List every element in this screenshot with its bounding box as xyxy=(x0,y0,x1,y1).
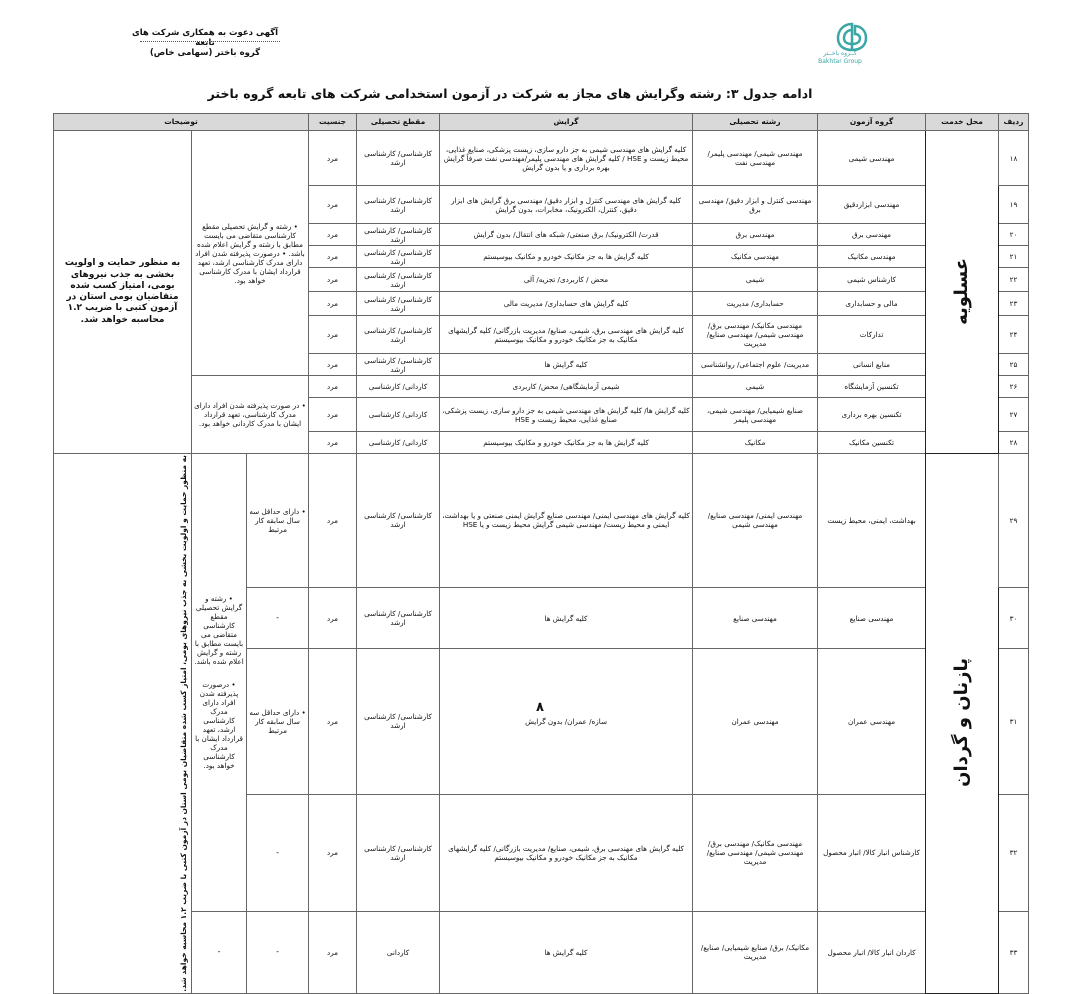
degree: کارشناسی/ کارشناسی ارشد xyxy=(357,186,440,224)
row-num: ۲۲ xyxy=(999,268,1029,292)
degree: کارشناسی/ کارشناسی ارشد xyxy=(357,224,440,246)
row-num: ۳۱ xyxy=(999,649,1029,794)
degree: کارشناسی/ کارشناسی ارشد xyxy=(357,587,440,648)
degree: کارشناسی/ کارشناسی ارشد xyxy=(357,292,440,316)
degree: کاردانی/ کارشناسی xyxy=(357,432,440,454)
col-header-specialization: گرایش xyxy=(440,114,693,131)
gender: مرد xyxy=(309,224,357,246)
specialization: کلیه گرایش های مهندسی برق، شیمی، صنایع/ مدیریت بازرگانی/ کلیه گرایشهای مکانیک به جز مکانیک خودرو و مکانیک بیوسیستم xyxy=(440,316,693,354)
gender: مرد xyxy=(309,398,357,432)
gender: مرد xyxy=(309,131,357,186)
table-row xyxy=(54,131,1029,186)
group-note: • رشته و گرایش تحصیلی مقطع کارشناسی متقاضی می بایست مطابق با رشته و گرایش اعلام شده باشد. • درصورت پذیرفته شدن افراد دارای مدرک کارشناسی ارشد، تعهد قرارداد ایشان با مدرک کارشناسی خواهد بود. xyxy=(192,131,309,376)
degree: کاردانی xyxy=(357,911,440,993)
specialization: کلیه گرایش ها/ کلیه گرایش های مهندسی شیمی به جز دارو سازی، زیست پزشکی، صنایع غذایی، محیط زیست و HSE xyxy=(440,398,693,432)
specialization: کلیه گرایش ها به جز مکانیک خودرو و مکانیک بیوسیستم xyxy=(440,432,693,454)
positions-table xyxy=(53,113,1029,994)
specialization: کلیه گرایش ها xyxy=(440,354,693,376)
major: مهندسی عمران xyxy=(693,649,818,794)
exam-group: کارشناس انبار کالا/ انبار محصول xyxy=(818,794,926,911)
location-label: عسلویه xyxy=(950,257,972,325)
degree: کارشناسی/ کارشناسی ارشد xyxy=(357,354,440,376)
gender: مرد xyxy=(309,268,357,292)
gender: مرد xyxy=(309,911,357,993)
gender: مرد xyxy=(309,649,357,794)
exam-group: تکنسین بهره برداری xyxy=(818,398,926,432)
major: مکانیک xyxy=(693,432,818,454)
gender: مرد xyxy=(309,354,357,376)
dash-cell: - xyxy=(247,587,309,648)
row-num: ۲۵ xyxy=(999,354,1029,376)
exam-group: مهندسی عمران xyxy=(818,649,926,794)
major: مهندسی مکانیک xyxy=(693,246,818,268)
col-header-location: محل خدمت xyxy=(926,114,999,131)
experience-note: • دارای حداقل سه سال سابقه کار مرتبط xyxy=(247,649,309,794)
location-cell xyxy=(926,454,999,994)
specialization: محض / کاربردی/ تجزیه/ آلی xyxy=(440,268,693,292)
specialization: کلیه گرایش های مهندسی برق، شیمی، صنایع/ مدیریت بازرگانی/ کلیه گرایشهای مکانیک به جز مکانیک خودرو و مکانیک بیوسیستم xyxy=(440,794,693,911)
specialization: شیمی آزمایشگاهی/ محض/ کاربردی xyxy=(440,376,693,398)
col-header-degree: مقطع تحصیلی xyxy=(357,114,440,131)
exam-group: مالی و حسابداری xyxy=(818,292,926,316)
degree: کارشناسی/ کارشناسی ارشد xyxy=(357,649,440,794)
major: مهندسی برق xyxy=(693,224,818,246)
exam-group: کاردان انبار کالا/ انبار محصول xyxy=(818,911,926,993)
col-header-major: رشته تحصیلی xyxy=(693,114,818,131)
major: شیمی xyxy=(693,268,818,292)
row-num: ۲۷ xyxy=(999,398,1029,432)
header-line-1: آگهی دعوت به همکاری شرکت های تابعه xyxy=(131,28,279,48)
gender: مرد xyxy=(309,316,357,354)
gender: مرد xyxy=(309,246,357,268)
row-num: ۲۰ xyxy=(999,224,1029,246)
dash-cell: - xyxy=(247,794,309,911)
table-row xyxy=(54,911,1029,993)
specialization: سازه/ عمران/ بدون گرایش xyxy=(440,649,693,794)
row-num: ۱۸ xyxy=(999,131,1029,186)
location-cell xyxy=(926,131,999,454)
section-note-a: • رشته و گرایش تحصیلی مقطع کارشناسی متقاضی می بایست مطابق با رشته و گرایش اعلام شده باشد. xyxy=(194,594,244,667)
page-title: ادامه جدول ۳: رشته وگرایش های مجاز به شرکت در آزمون استخدامی شرکت های تابعه گروه باختر xyxy=(207,86,813,101)
degree: کاردانی/ کارشناسی xyxy=(357,398,440,432)
table-row xyxy=(54,376,1029,398)
row-num: ۳۳ xyxy=(999,911,1029,993)
degree: کارشناسی/ کارشناسی ارشد xyxy=(357,268,440,292)
row-num: ۲۴ xyxy=(999,316,1029,354)
dash-cell: - xyxy=(192,911,247,993)
table-header-row xyxy=(54,114,1029,131)
row-num: ۲۹ xyxy=(999,454,1029,588)
major: صنایع شیمیایی/ مهندسی شیمی، مهندسی پلیمر xyxy=(693,398,818,432)
location-label: پازنان و گردان xyxy=(950,657,972,787)
col-header-exam-group: گروه آزمون xyxy=(818,114,926,131)
major: مهندسی مکانیک/ مهندسی برق/ مهندسی شیمی/ مهندسی صنایع/ مدیریت xyxy=(693,316,818,354)
table-row xyxy=(54,454,1029,588)
header-line-2: گروه باختر (سهامی خاص) xyxy=(149,48,261,58)
page-number: ۸ xyxy=(536,700,544,715)
specialization: قدرت/ الکترونیک/ برق صنعتی/ شبکه های انتقال/ بدون گرایش xyxy=(440,224,693,246)
major: مهندسی شیمی/ مهندسی پلیمر/ مهندسی نفت xyxy=(693,131,818,186)
specialization: کلیه گرایش ها xyxy=(440,587,693,648)
degree: کارشناسی/ کارشناسی ارشد xyxy=(357,316,440,354)
degree: کارشناسی/ کارشناسی ارشد xyxy=(357,246,440,268)
vertical-note: به منظور حمایت و اولویت بخشی به جذب نیروهای بومی، امتیاز کسب شده متقاضیان بومی استان در آزمون کتبی با ضریب ۱.۲ محاسبه خواهد شد. xyxy=(178,455,188,992)
row-num: ۲۳ xyxy=(999,292,1029,316)
specialization: کلیه گرایش های مهندسی کنترل و ابزار دقیق/ مهندسی برق گرایش های ابزار دقیق، کنترل، الکترونیک، مخابرات، بدون گرایش xyxy=(440,186,693,224)
col-header-notes: توضیحات xyxy=(54,114,309,131)
exam-group: مهندسی مکانیک xyxy=(818,246,926,268)
specialization: کلیه گرایش های مهندسی ایمنی/ مهندسی صنایع گرایش ایمنی صنعتی و یا بهداشت، ایمنی و محیط زیست/ مهندسی شیمی گرایش محیط زیست و یا HSE xyxy=(440,454,693,588)
exam-group: مهندسی شیمی xyxy=(818,131,926,186)
gender: مرد xyxy=(309,186,357,224)
gender: مرد xyxy=(309,454,357,588)
row-num: ۳۲ xyxy=(999,794,1029,911)
group-note: • در صورت پذیرفته شدن افراد دارای مدرک کارشناسی، تعهد قرارداد ایشان با مدرک کاردانی خواهد بود. xyxy=(192,376,309,454)
major: مهندسی کنترل و ابزار دقیق/ مهندسی برق xyxy=(693,186,818,224)
row-num: ۳۰ xyxy=(999,587,1029,648)
exam-group: مهندسی برق xyxy=(818,224,926,246)
degree: کاردانی/ کارشناسی xyxy=(357,376,440,398)
specialization: کلیه گرایش ها xyxy=(440,911,693,993)
major: مدیریت/ علوم اجتماعی/ روانشناسی xyxy=(693,354,818,376)
exam-group: منابع انسانی xyxy=(818,354,926,376)
exam-group: تکنسین مکانیک xyxy=(818,432,926,454)
major: مکانیک/ برق/ صنایع شیمیایی/ صنایع/ مدیریت xyxy=(693,911,818,993)
degree: کارشناسی/ کارشناسی ارشد xyxy=(357,794,440,911)
major: شیمی xyxy=(693,376,818,398)
gender: مرد xyxy=(309,587,357,648)
exam-group: تکنسین آزمایشگاه xyxy=(818,376,926,398)
exam-group: بهداشت، ایمنی، محیط زیست xyxy=(818,454,926,588)
experience-note: • دارای حداقل سه سال سابقه کار مرتبط xyxy=(247,454,309,588)
exam-group: تدارکات xyxy=(818,316,926,354)
exam-group: کارشناس شیمی xyxy=(818,268,926,292)
vertical-note-cell xyxy=(54,454,192,994)
logo-text-fa: گــروه باخــتر xyxy=(823,50,857,57)
major: مهندسی صنایع xyxy=(693,587,818,648)
exam-group: مهندسی ابزاردقیق xyxy=(818,186,926,224)
gender: مرد xyxy=(309,376,357,398)
specialization: کلیه گرایش های مهندسی شیمی به جز دارو سازی، زیست پزشکی، صنایع غذایی، محیط زیست و HSE / کلیه گرایش های مهندسی پلیمر/مهندسی نفت صرفاً گرایش بهره برداری و یا بدون گرایش xyxy=(440,131,693,186)
section-note-b: • درصورت پذیرفته شدن افراد دارای مدرک کارشناسی ارشد، تعهد قرارداد ایشان با مدرک کارشناسی خواهد بود. xyxy=(195,680,243,771)
degree: کارشناسی/ کارشناسی ارشد xyxy=(357,131,440,186)
degree: کارشناسی/ کارشناسی ارشد xyxy=(357,454,440,588)
major: مهندسی مکانیک/ مهندسی برق/ مهندسی شیمی/ مهندسی صنایع/ مدیریت xyxy=(693,794,818,911)
gender: مرد xyxy=(309,432,357,454)
dash-cell: - xyxy=(247,911,309,993)
gender: مرد xyxy=(309,292,357,316)
col-header-gender: جنسیت xyxy=(309,114,357,131)
specialization: کلیه گرایش های حسابداری/ مدیریت مالی xyxy=(440,292,693,316)
row-num: ۱۹ xyxy=(999,186,1029,224)
general-note: به منظور حمایت و اولویت بخشی به جذب نیروهای بومی، امتیاز کسب شده متقاضیان بومی استان در آزمون کتبی با ضریب ۱.۲ محاسبه خواهد شد. xyxy=(54,131,192,454)
col-header-row-num: ردیف xyxy=(999,114,1029,131)
section-note xyxy=(192,454,247,912)
exam-group: مهندسی صنایع xyxy=(818,587,926,648)
logo-text-en: Bakhtar Group xyxy=(818,58,862,65)
gender: مرد xyxy=(309,794,357,911)
row-num: ۲۶ xyxy=(999,376,1029,398)
header-divider xyxy=(140,41,280,42)
row-num: ۲۱ xyxy=(999,246,1029,268)
major: مهندسی ایمنی/ مهندسی صنایع/ مهندسی شیمی xyxy=(693,454,818,588)
row-num: ۲۸ xyxy=(999,432,1029,454)
specialization: کلیه گرایش ها به جز مکانیک خودرو و مکانیک بیوسیستم xyxy=(440,246,693,268)
major: حسابداری/ مدیریت xyxy=(693,292,818,316)
